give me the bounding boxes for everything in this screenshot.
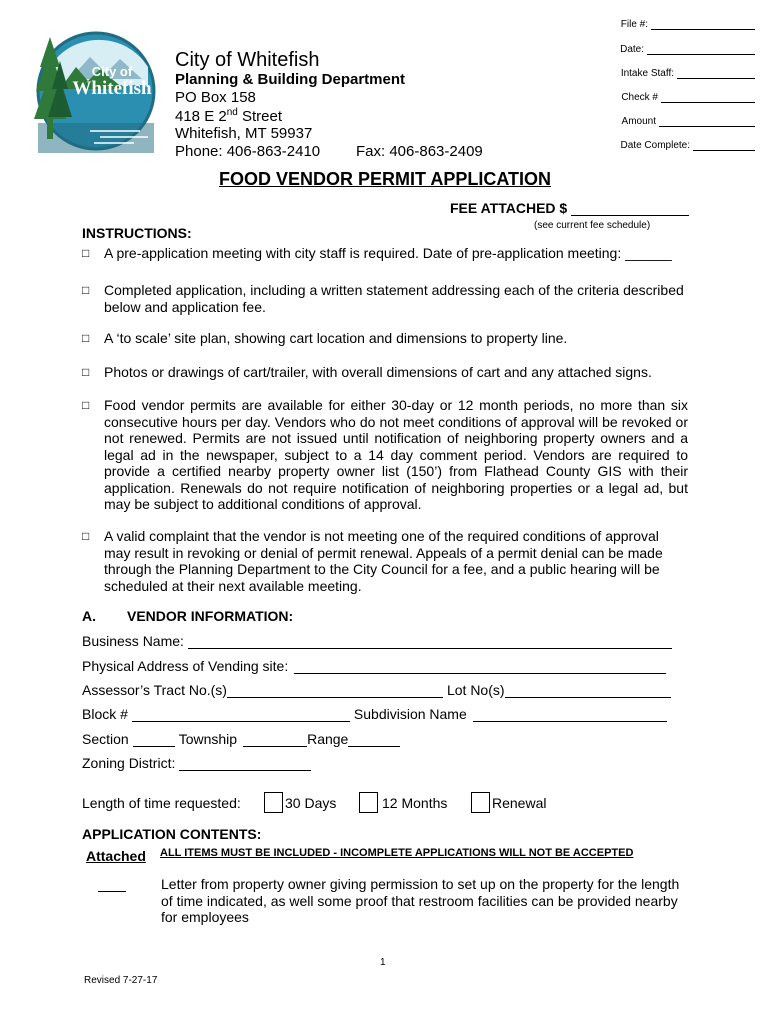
physical-address-field[interactable] (82, 658, 666, 674)
lot-line[interactable] (505, 683, 671, 698)
option-30-days-label: 30 Days (285, 795, 337, 811)
application-contents-heading: APPLICATION CONTENTS: (82, 826, 262, 842)
instruction-item (82, 528, 688, 594)
lot-label: Lot No(s) (446, 682, 505, 698)
physical-address-label: Physical Address of Vending site: (82, 658, 289, 674)
section-a-number: A. (82, 608, 96, 624)
checkbox-icon[interactable]: □ (82, 283, 90, 297)
instruction-text: A ‘to scale’ site plan, showing cart location and dimensions to property line. (104, 330, 568, 346)
file-number-line[interactable] (651, 28, 755, 30)
date-field[interactable] (620, 44, 755, 55)
business-name-field[interactable] (82, 633, 672, 649)
checkbox-icon[interactable]: □ (82, 246, 90, 260)
checkbox-icon[interactable]: □ (82, 398, 90, 412)
date-line[interactable] (647, 53, 755, 55)
checkbox-icon[interactable]: □ (82, 331, 90, 345)
subdivision-line[interactable] (473, 707, 667, 722)
range-line[interactable] (348, 732, 400, 747)
checkbox-30-days[interactable] (264, 792, 283, 813)
section-a-title: VENDOR INFORMATION: (127, 608, 294, 624)
check-number-field[interactable] (621, 92, 755, 103)
zoning-district-line[interactable] (179, 756, 311, 771)
amount-label: Amount (621, 116, 656, 127)
section-line[interactable] (133, 732, 175, 747)
subdivision-label: Subdivision Name (353, 706, 467, 722)
address-line-2 (175, 107, 282, 125)
file-number-label: File #: (620, 19, 648, 30)
logo-line1: City of (91, 64, 133, 79)
phone-number: Phone: 406-863-2410 (175, 143, 321, 160)
file-number-field[interactable] (621, 19, 755, 30)
intake-staff-label: Intake Staff: (620, 68, 674, 79)
length-of-time-label: Length of time requested: (82, 795, 241, 811)
intake-staff-line[interactable] (677, 77, 755, 79)
fee-attached-field[interactable] (450, 200, 689, 216)
block-subdivision-field[interactable] (82, 706, 667, 722)
checkbox-icon[interactable]: □ (82, 365, 90, 379)
address-line-3: Whitefish, MT 59937 (175, 125, 313, 142)
instruction-text: Photos or drawings of cart/trailer, with overall dimensions of cart and any attached signs. (104, 364, 652, 380)
instruction-text: Food vendor permits are available for either 30-day or 12 month periods, no more than six consecutive hours per day. Vendors who do not meet conditions of approval will be revoked or not renewed. Permits are not issued until notification of neighboring property owners and a legal ad in the newspaper, subject to a 14 day comment period. Vendors are required to provide a certified nearby property owner list (150’) from Flathead County GIS with their application. Renewals do not require notification of neighboring properties or a legal ad, but may be subject to additional conditions of approval. (104, 397, 688, 512)
address-street-number: 418 E 2 (175, 108, 227, 125)
block-line[interactable] (132, 707, 350, 722)
owner-letter-requirement: Letter from property owner giving permission to set up on the property for the length of time indicated, as well some proof that restroom facilities can be provided nearby for employees (161, 876, 680, 925)
address-street-suffix: nd (226, 107, 238, 118)
form-title: FOOD VENDOR PERMIT APPLICATION (218, 169, 551, 189)
checkbox-icon[interactable]: □ (82, 529, 90, 543)
instruction-item (82, 330, 688, 347)
date-complete-line[interactable] (693, 149, 755, 151)
attached-column-heading: Attached (86, 848, 146, 864)
business-name-label: Business Name: (82, 633, 184, 649)
address-street-name: Street (237, 108, 283, 125)
tract-lot-field[interactable] (82, 682, 671, 698)
incomplete-warning: ALL ITEMS MUST BE INCLUDED - INCOMPLETE APPLICATIONS WILL NOT BE ACCEPTED (160, 847, 634, 859)
fee-amount-line[interactable] (571, 201, 689, 216)
city-logo (30, 27, 158, 155)
instructions-heading: INSTRUCTIONS: (82, 225, 192, 241)
zoning-district-label: Zoning District: (82, 755, 176, 771)
instruction-text: A pre-application meeting with city staff is required. Date of pre-application meeting: ______ (104, 245, 672, 261)
tract-label: Assessor’s Tract No.(s) (82, 682, 227, 698)
instruction-item (82, 364, 688, 381)
instruction-text: Completed application, including a written statement addressing each of the criteria described below and application fee. (104, 282, 684, 315)
fee-attached-label: FEE ATTACHED $ (450, 200, 568, 216)
physical-address-line[interactable] (294, 659, 666, 674)
city-title: City of Whitefish (175, 49, 320, 71)
tract-line[interactable] (227, 683, 443, 698)
logo-line2: Whitefish (72, 78, 152, 99)
attached-checkmark-line[interactable] (98, 891, 126, 892)
block-label: Block # (82, 706, 128, 722)
revised-date: Revised 7-27-17 (84, 975, 158, 986)
instruction-item (82, 245, 688, 262)
township-line[interactable] (243, 732, 307, 747)
checkbox-12-months[interactable] (359, 792, 378, 813)
intake-staff-field[interactable] (621, 68, 755, 79)
zoning-district-field[interactable] (82, 755, 311, 771)
address-line-1: PO Box 158 (175, 89, 256, 106)
instruction-item (82, 282, 688, 315)
option-12-months-label: 12 Months (382, 795, 448, 811)
instruction-text: A valid complaint that the vendor is not meeting one of the required conditions of approval may result in revoking or denial of permit renewal. Appeals of a permit denial can be made through the Planning Department to the City Council for a fee, and a public hearing will be scheduled at their next available meeting. (104, 528, 663, 594)
date-complete-label: Date Complete: (620, 140, 690, 151)
section-township-range-field[interactable] (82, 731, 400, 747)
check-number-line[interactable] (661, 101, 755, 103)
township-label: Township (178, 731, 238, 747)
fee-note: (see current fee schedule) (534, 220, 651, 231)
section-label: Section (82, 731, 129, 747)
section-a-heading (82, 608, 293, 624)
date-label: Date: (620, 44, 644, 55)
instruction-item (82, 397, 688, 513)
option-renewal-label: Renewal (492, 795, 547, 811)
fax-number: Fax: 406-863-2409 (356, 143, 483, 160)
amount-field[interactable] (622, 116, 755, 127)
check-number-label: Check # (621, 92, 658, 103)
date-complete-field[interactable] (621, 140, 755, 151)
department-name: Planning & Building Department (175, 71, 406, 88)
amount-line[interactable] (659, 125, 755, 127)
business-name-line[interactable] (188, 634, 672, 649)
range-label: Range (307, 731, 349, 747)
checkbox-renewal[interactable] (471, 792, 490, 813)
page-number: 1 (380, 957, 386, 968)
